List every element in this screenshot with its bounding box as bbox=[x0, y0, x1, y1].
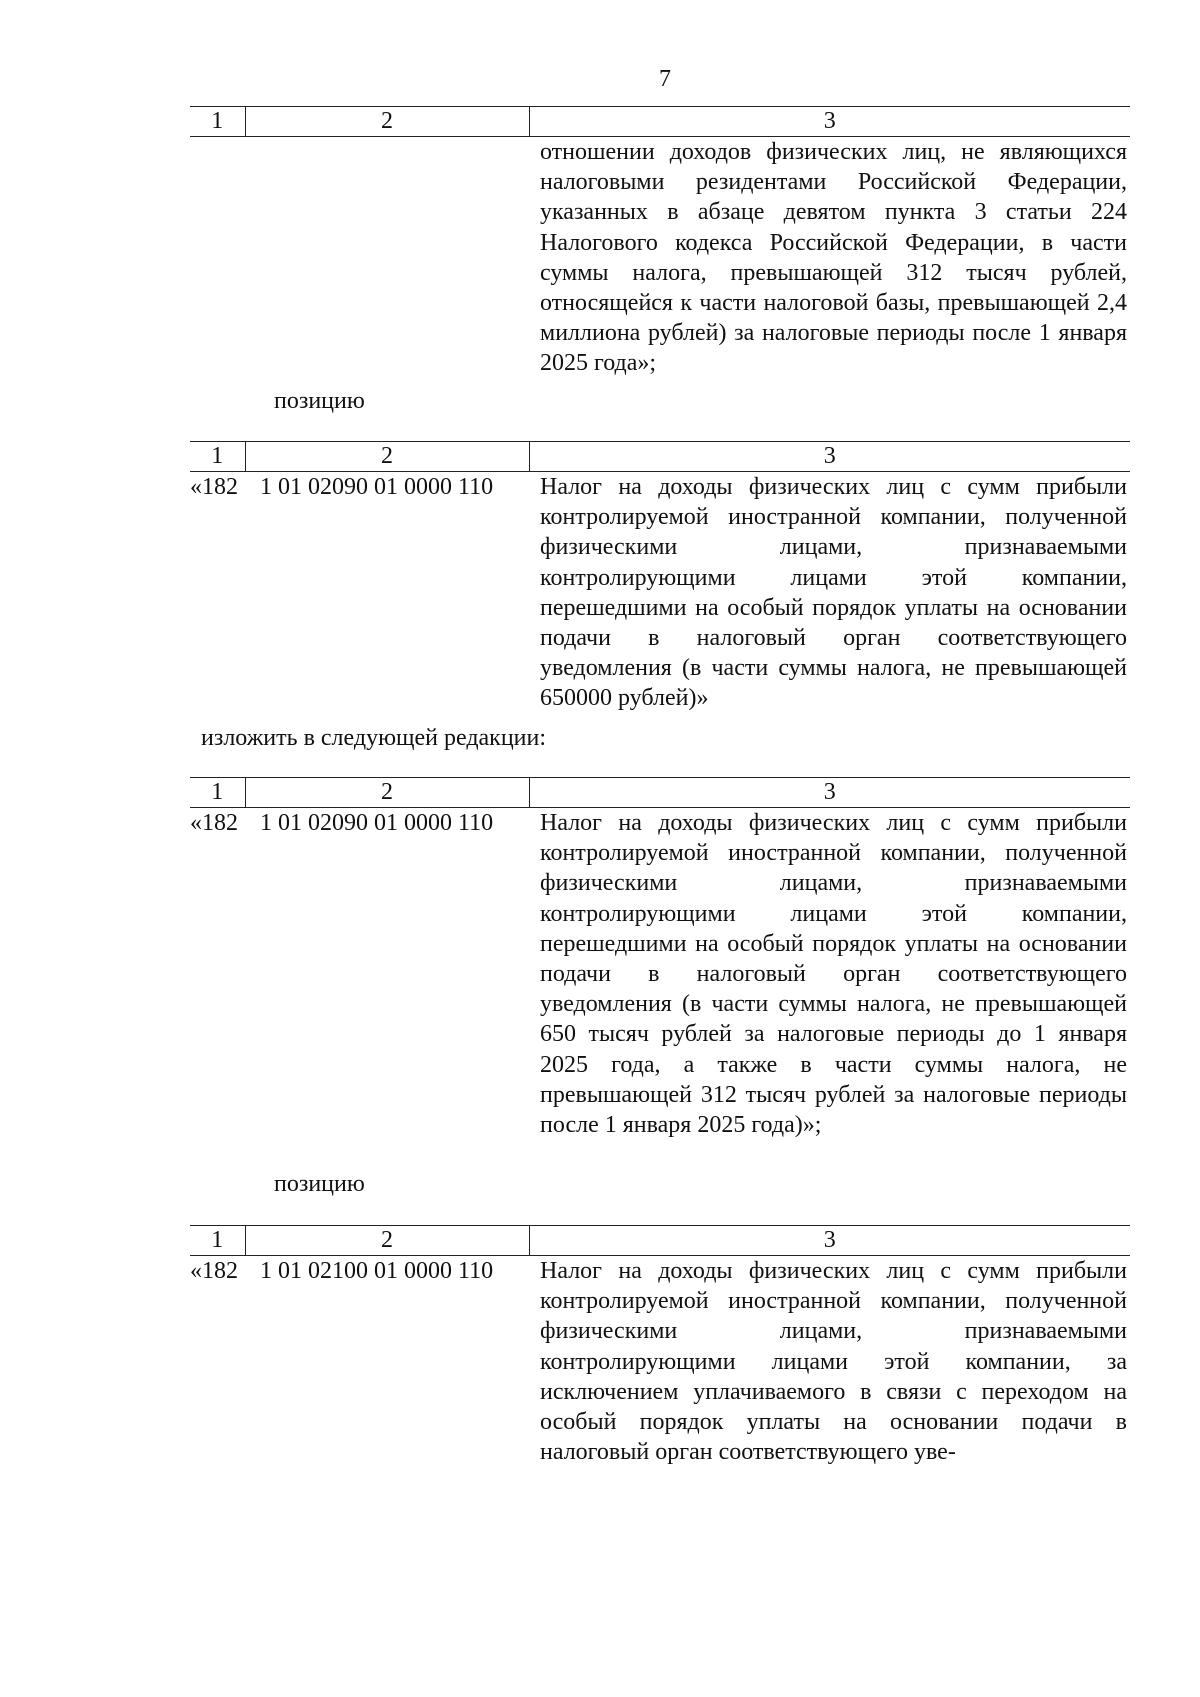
table-header-row bbox=[190, 778, 1130, 808]
table-header-row bbox=[190, 442, 1130, 472]
column-header-3: 3 bbox=[529, 1226, 1130, 1256]
page-number: 7 bbox=[659, 66, 671, 92]
kbk-code-cell: 1 01 02090 01 0000 110 bbox=[260, 474, 494, 500]
budget-code-table-new-wording bbox=[190, 777, 1130, 1140]
table-header-row bbox=[190, 107, 1130, 137]
column-header-3: 3 bbox=[529, 107, 1130, 137]
column-header-2: 2 bbox=[245, 107, 529, 137]
description-cell: отношении доходов физических лиц, не являющихся налоговыми резидентами Российской Федерации, указанных в абзаце девятом пункта 3 статьи 224 Налогового кодекса Российской Федерации, в части суммы налога, превышающей 312 тысяч рублей, относящейся к части налоговой базы, превышающей 2,4 миллиона рублей) за налоговые периоды после 1 января 2025 года»; bbox=[540, 139, 1127, 377]
column-header-1: 1 bbox=[190, 778, 245, 808]
description-cell: Налог на доходы физических лиц с сумм прибыли контролируемой иностранной компании, полученной физическими лицами, признаваемыми контролирующими лицами этой компании, перешедшими на особый порядок уплаты на основании подачи в налоговый орган соответствующего уведомления (в части суммы налога, не превышающей 650 тысяч рублей за налоговые периоды до 1 января 2025 года, а также в части суммы налога, не превышающей 312 тысяч рублей за налоговые периоды после 1 января 2025 года)»; bbox=[540, 810, 1127, 1139]
column-header-1: 1 bbox=[190, 107, 245, 137]
table-row bbox=[190, 472, 1130, 714]
kbk-code-cell bbox=[245, 137, 529, 379]
column-header-3: 3 bbox=[529, 442, 1130, 472]
admin-code-cell: «182 bbox=[190, 810, 238, 836]
column-header-1: 1 bbox=[190, 1226, 245, 1256]
column-header-1: 1 bbox=[190, 442, 245, 472]
paragraph-position: позицию bbox=[274, 388, 365, 414]
column-header-3: 3 bbox=[529, 778, 1130, 808]
budget-code-table-continuation bbox=[190, 106, 1130, 379]
budget-code-table-next-position bbox=[190, 1225, 1130, 1467]
column-header-2: 2 bbox=[245, 442, 529, 472]
budget-code-table-old-position bbox=[190, 441, 1130, 714]
admin-code-cell bbox=[190, 137, 245, 379]
column-header-2: 2 bbox=[245, 1226, 529, 1256]
kbk-code-cell: 1 01 02090 01 0000 110 bbox=[260, 810, 494, 836]
paragraph-restate: изложить в следующей редакции: bbox=[201, 725, 547, 751]
column-header-2: 2 bbox=[245, 778, 529, 808]
table-row bbox=[190, 137, 1130, 379]
admin-code-cell: «182 bbox=[190, 1258, 238, 1284]
description-cell: Налог на доходы физических лиц с сумм прибыли контролируемой иностранной компании, полученной физическими лицами, признаваемыми контролирующими лицами этой компании, за исключением уплачиваемого в связи с переходом на особый порядок уплаты на основании подачи в налоговый орган соответствующего уве- bbox=[540, 1258, 1127, 1466]
description-cell: Налог на доходы физических лиц с сумм прибыли контролируемой иностранной компании, полученной физическими лицами, признаваемыми контролирующими лицами этой компании, перешедшими на особый порядок уплаты на основании подачи в налоговый орган соответствующего уведомления (в части суммы налога, не превышающей 650000 рублей)» bbox=[540, 474, 1127, 712]
paragraph-position: позицию bbox=[274, 1171, 365, 1197]
table-row bbox=[190, 1256, 1130, 1468]
admin-code-cell: «182 bbox=[190, 474, 238, 500]
table-header-row bbox=[190, 1226, 1130, 1256]
table-row bbox=[190, 808, 1130, 1141]
kbk-code-cell: 1 01 02100 01 0000 110 bbox=[260, 1258, 494, 1284]
